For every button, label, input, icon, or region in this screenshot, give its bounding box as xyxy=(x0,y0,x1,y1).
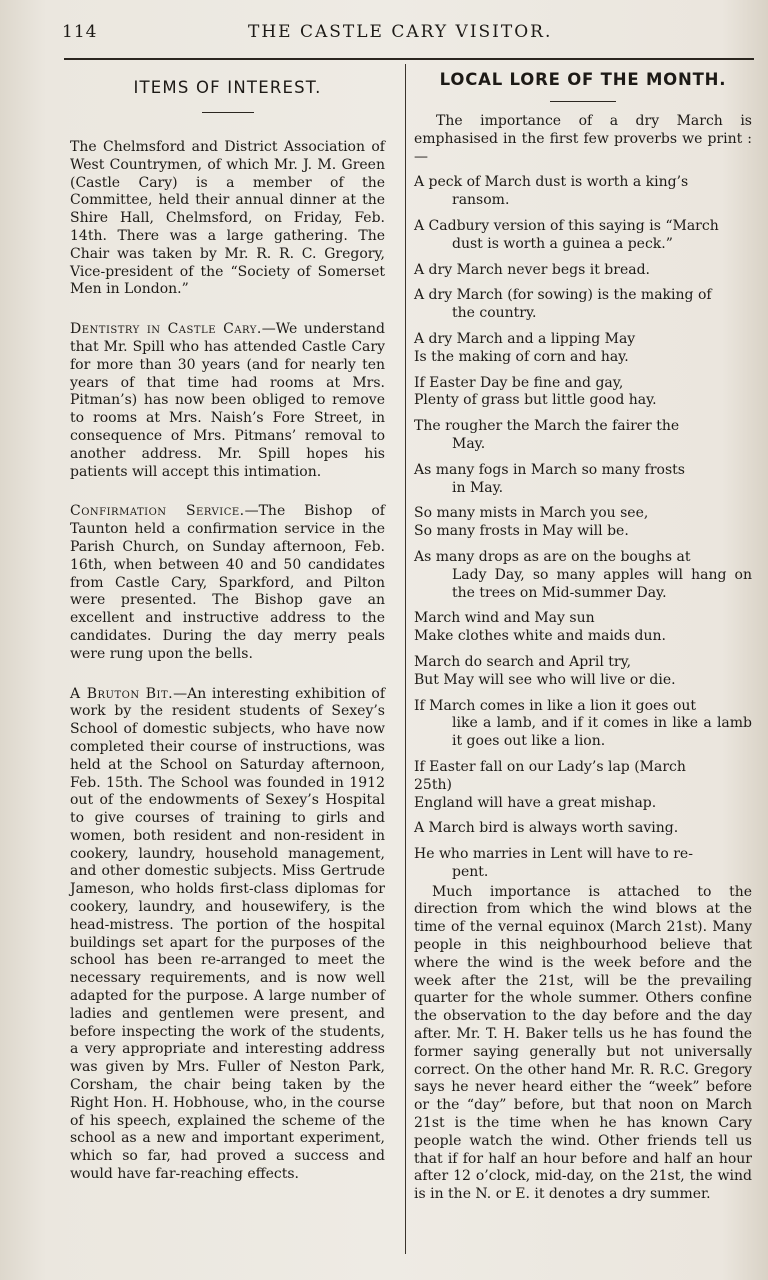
article-text: —We understand that Mr. Spill who has attended Castle Cary for more than 30 years (and for nearly ten years of that time had rooms at Mrs. Pitman’s) has now been obliged to remove to rooms at Mrs. Naish’s Fore Street, in consequence of Mrs. Pitmans’ removal to another address. Mr. Spill hopes his patients will accept this intimation. xyxy=(70,321,386,480)
proverb: He who marries in Lent will have to re- pent. xyxy=(414,846,693,880)
article-text: —An interesting exhibition of work by the resident students of Sexey’s School of domestic subjects, who have now completed their course of instructions, was held at the School on Saturday afternoon, Feb. 15th. The School was founded in 1912 out of the endowments of Sexey’s Hospital to give courses of training to girls and women, both resident and non-resident in cookery, laundry, household management, and other domestic subjects. Miss Gertrude Jameson, who holds first-class diplomas for cookery, laundry, and housewifery, is the head-mistress. The portion of the hospital buildings set apart for the purposes of the school has been re-arranged to meet the necessary requirements, and is now well adapted for the purpose. A large number of ladies and gentlemen were present, and before inspecting the work of the students, a very appropriate and interesting address was given by Mrs. Fuller of Neston Park, Corsham, the chair being taken by the Right Hon. H. Hobhouse, who, in the course of his speech, explained the scheme of the school as a new and important experiment, which so far, had proved a success and would have far-reaching effects. xyxy=(70,685,385,1183)
article-lead: A Bruton Bit. xyxy=(70,685,174,702)
right-column xyxy=(414,64,752,1204)
proverb: As many fogs in March so many frosts in May. xyxy=(414,461,685,496)
journal-title: THE CASTLE CARY VISITOR. xyxy=(248,22,553,42)
article-chelmsford xyxy=(70,139,385,299)
local-lore-heading: LOCAL LORE OF THE MONTH. xyxy=(439,70,727,89)
proverb: A dry March and a lipping May Is the making of corn and hay. xyxy=(414,330,636,365)
proverb: A peck of March dust is worth a king’s ransom. xyxy=(414,174,689,209)
proverb: A dry March never begs it bread. xyxy=(414,261,650,278)
article-bruton xyxy=(70,686,385,1184)
running-head xyxy=(62,22,750,46)
article-lead: Dentistry in Castle Cary. xyxy=(70,321,262,338)
article-confirmation xyxy=(70,503,385,663)
column-divider xyxy=(405,64,406,1254)
article-text: —The Bishop of Taunton held a confirmation service in the Parish Church, on Sunday afternoon, Feb. 16th, when between 40 and 50 candidates from Castle Cary, Sparkford, and Pilton were presented. The Bishop gave an excellent and instructive address to the candidates. During the day merry peals were rung upon the bells. xyxy=(70,503,385,662)
left-column xyxy=(70,64,385,1184)
proverb: As many drops as are on the boughs at Lady Day, so many apples will hang on the trees on Mid-summer Day. xyxy=(414,548,752,601)
header-rule xyxy=(64,58,754,60)
proverb: So many mists in March you see, So many frosts in May will be. xyxy=(414,505,649,540)
proverb: A March bird is always worth saving. xyxy=(414,820,679,837)
article-lead: Confirmation Service. xyxy=(70,503,245,520)
proverb: March do search and April try, But May will see who will live or die. xyxy=(414,653,676,688)
proverb: March wind and May sun Make clothes white and maids dun. xyxy=(414,610,666,645)
proverb: If Easter fall on our Lady’s lap (March 25th) England will have a great mishap. xyxy=(414,758,686,811)
proverb-list xyxy=(414,174,752,881)
proverb: If Easter Day be fine and gay, Plenty of grass but little good hay. xyxy=(414,374,657,409)
lore-equinox-paragraph: Much importance is attached to the direction from which the wind blows at the time of the vernal equinox (March 21st). Many people in this neighbourhood believe that where the wind is the week before and the week after the 21st, will be the prevailing quarter for the whole summer. Others confine the observation to the day before and the day after. Mr. T. H. Baker tells us he has found the former saying generally but not universally correct. On the other hand Mr. R. R.C. Gregory says he never heard either the “week” before or the “day” before, but that noon on March 21st is the time when he has known Cary people watch the wind. Other friends tell us that if for half an hour before and half an hour after 12 o’clock, mid-day, on the 21st, the wind is in the N. or E. it denotes a dry summer. xyxy=(414,883,752,1203)
lore-intro: The importance of a dry March is emphasised in the first few proverbs we print :— xyxy=(414,113,752,165)
article-dentistry xyxy=(70,321,385,481)
items-of-interest-heading: ITEMS OF INTEREST. xyxy=(133,78,322,97)
proverb: The rougher the March the fairer the May. xyxy=(414,418,680,452)
page-number: 114 xyxy=(62,22,98,42)
heading-rule xyxy=(550,101,616,102)
proverb: A dry March (for sowing) is the making of the country. xyxy=(414,287,712,322)
proverb: If March comes in like a lion it goes out like a lamb, and if it comes in like a lamb it goes out like a lion. xyxy=(414,697,752,750)
articles xyxy=(70,139,385,1184)
proverb: A Cadbury version of this saying is “March dust is worth a guinea a peck.” xyxy=(414,217,719,252)
article-text: The Chelmsford and District Association of West Countrymen, of which Mr. J. M. Green (Castle Cary) is a member of the Committee, held their annual dinner at the Shire Hall, Chelmsford, on Friday, Feb. 14th. There was a large gathering. The Chair was taken by Mr. R. R. C. Gregory, Vice-president of the “Society of Somerset Men in London.” xyxy=(70,139,385,298)
heading-rule xyxy=(202,112,254,113)
